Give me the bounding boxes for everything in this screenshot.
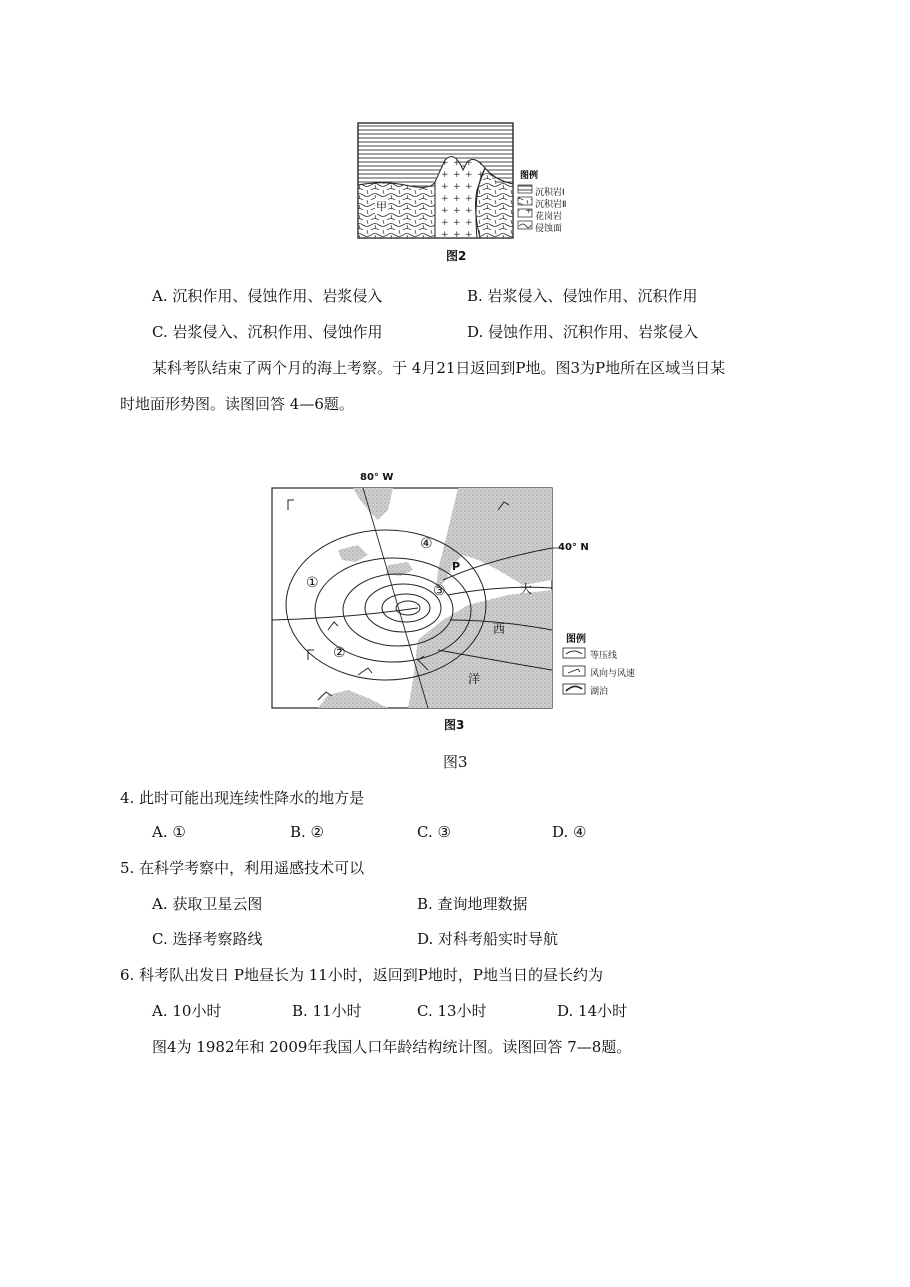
figure-3-lat-label: 40° N	[558, 542, 589, 553]
figure-2-caption: 图2	[446, 249, 467, 263]
q3-option-c: C. 岩浆侵入、沉积作用、侵蚀作用	[152, 323, 383, 341]
figure-3-legend-title: 图例	[566, 634, 586, 645]
q3-option-a: A. 沉积作用、侵蚀作用、岩浆侵入	[152, 287, 383, 305]
figure-3-ocean-char-3: 洋	[468, 672, 481, 686]
figure-2-legend-title: 图例	[520, 171, 539, 181]
figure-2-legend-item-1: 沉积岩Ⅰ	[535, 188, 565, 198]
q4-option-b: B. ②	[290, 823, 325, 841]
figure-3-weather-map	[268, 470, 658, 735]
q5-stem: 5. 在科学考察中，利用遥感技术可以	[120, 859, 365, 877]
q6-option-a: A. 10小时	[152, 1002, 222, 1020]
figure-3-marker-1: ①	[306, 575, 319, 591]
figure-3-ocean-char-2: 西	[493, 622, 506, 636]
figure-3-marker-2: ②	[333, 645, 346, 661]
figure-3-marker-3: ③	[433, 583, 446, 599]
figure-3-legend-item-2: 风向与风速	[590, 669, 636, 679]
q5-option-d: D. 对科考船实时导航	[417, 930, 559, 948]
figure-2-region-label: 甲	[376, 200, 387, 213]
q5-option-a: A. 获取卫星云图	[152, 895, 263, 913]
figure-3-inner-caption: 图3	[444, 718, 465, 732]
figure-2-legend-item-4: 侵蚀面	[535, 224, 563, 234]
q6-option-d: D. 14小时	[557, 1002, 628, 1020]
figure-3-p-label: P	[452, 560, 461, 573]
figure-2-geologic-section	[355, 120, 595, 245]
q6-option-c: C. 13小时	[417, 1002, 487, 1020]
q5-option-b: B. 查询地理数据	[417, 895, 528, 913]
figure-3-ocean-char-1: 大	[520, 582, 533, 596]
q3-option-d: D. 侵蚀作用、沉积作用、岩浆侵入	[467, 323, 699, 341]
q4-option-c: C. ③	[417, 823, 451, 841]
figure-3-legend-item-1: 等压线	[590, 651, 618, 661]
intro-4-6-line-1: 某科考队结束了两个月的海上考察。于 4月21日返回到P地。图3为P地所在区域当日某	[152, 359, 726, 377]
figure-2-legend-item-3: 花岗岩	[535, 212, 563, 222]
figure-3-caption: 图3	[443, 753, 468, 771]
figure-2-legend-item-2: 沉积岩Ⅱ	[535, 200, 567, 210]
figure-3-legend-item-3: 湖泊	[590, 687, 609, 697]
q4-option-a: A. ①	[152, 823, 186, 841]
q5-option-c: C. 选择考察路线	[152, 930, 263, 948]
q6-stem: 6. 科考队出发日 P地昼长为 11小时，返回到P地时，P地当日的昼长约为	[120, 966, 603, 984]
figure-3-marker-4: ④	[420, 536, 433, 552]
q3-option-b: B. 岩浆侵入、侵蚀作用、沉积作用	[467, 287, 698, 305]
q4-stem: 4. 此时可能出现连续性降水的地方是	[120, 789, 365, 807]
figure-3-lon-label: 80° W	[360, 472, 394, 483]
q6-option-b: B. 11小时	[292, 1002, 362, 1020]
q4-option-d: D. ④	[552, 823, 587, 841]
intro-7-8: 图4为 1982年和 2009年我国人口年龄结构统计图。读图回答 7—8题。	[152, 1038, 632, 1056]
intro-4-6-line-2: 时地面形势图。读图回答 4—6题。	[120, 395, 354, 413]
